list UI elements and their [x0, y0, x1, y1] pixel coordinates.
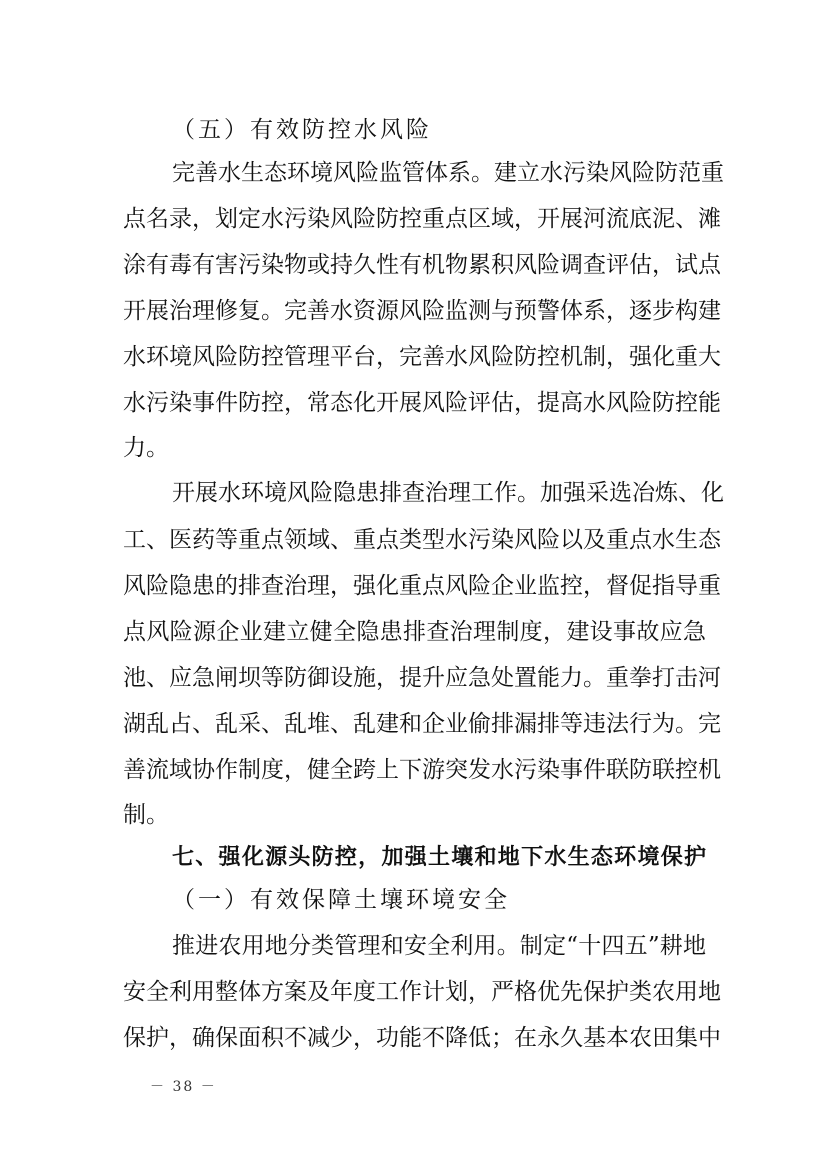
page-number: － 38 － [150, 1079, 217, 1095]
section-heading: （一）有效保障土壤环境安全 [172, 887, 510, 913]
text-line: 制。 [123, 802, 169, 828]
text-line: 工、医药等重点领域、重点类型水污染风险以及重点水生态 [123, 527, 721, 553]
text-line: 开展水环境风险隐患排查治理工作。加强采选冶炼、化 [172, 480, 724, 506]
text-line: 安全利用整体方案及年度工作计划，严格优先保护类农用地 [123, 979, 721, 1005]
text-line: 涂有毒有害污染物或持久性有机物累积风险调查评估，试点 [123, 252, 721, 278]
text-line: 水污染事件防控，常态化开展风险评估，提高水风险防控能 [123, 390, 721, 416]
text-line: 点风险源企业建立健全隐患排查治理制度，建设事故应急 [123, 619, 706, 645]
text-line: 池、应急闸坝等防御设施，提升应急处置能力。重拳打击河 [123, 665, 721, 691]
text-line: 风险隐患的排查治理，强化重点风险企业监控，督促指导重 [123, 573, 721, 599]
text-line: 推进农用地分类管理和安全利用。制定“十四五”耕地 [172, 933, 706, 959]
text-line: 保护，确保面积不减少，功能不降低；在永久基本农田集中 [123, 1025, 721, 1051]
text-line: 善流域协作制度，健全跨上下游突发水污染事件联防联控机 [123, 757, 721, 783]
text-line: 湖乱占、乱采、乱堆、乱建和企业偷排漏排等违法行为。完 [123, 711, 721, 737]
text-line: 开展治理修复。完善水资源风险监测与预警体系，逐步构建 [123, 298, 721, 324]
text-line: 力。 [123, 435, 169, 461]
text-line: 点名录，划定水污染风险防控重点区域，开展河流底泥、滩 [123, 206, 721, 232]
chapter-heading: 七、强化源头防控，加强土壤和地下水生态环境保护 [172, 845, 706, 870]
text-line: 完善水生态环境风险监管体系。建立水污染风险防范重 [172, 160, 724, 186]
section-heading: （五）有效防控水风险 [172, 117, 432, 143]
text-line: 水环境风险防控管理平台，完善水风险防控机制，强化重大 [123, 344, 721, 370]
